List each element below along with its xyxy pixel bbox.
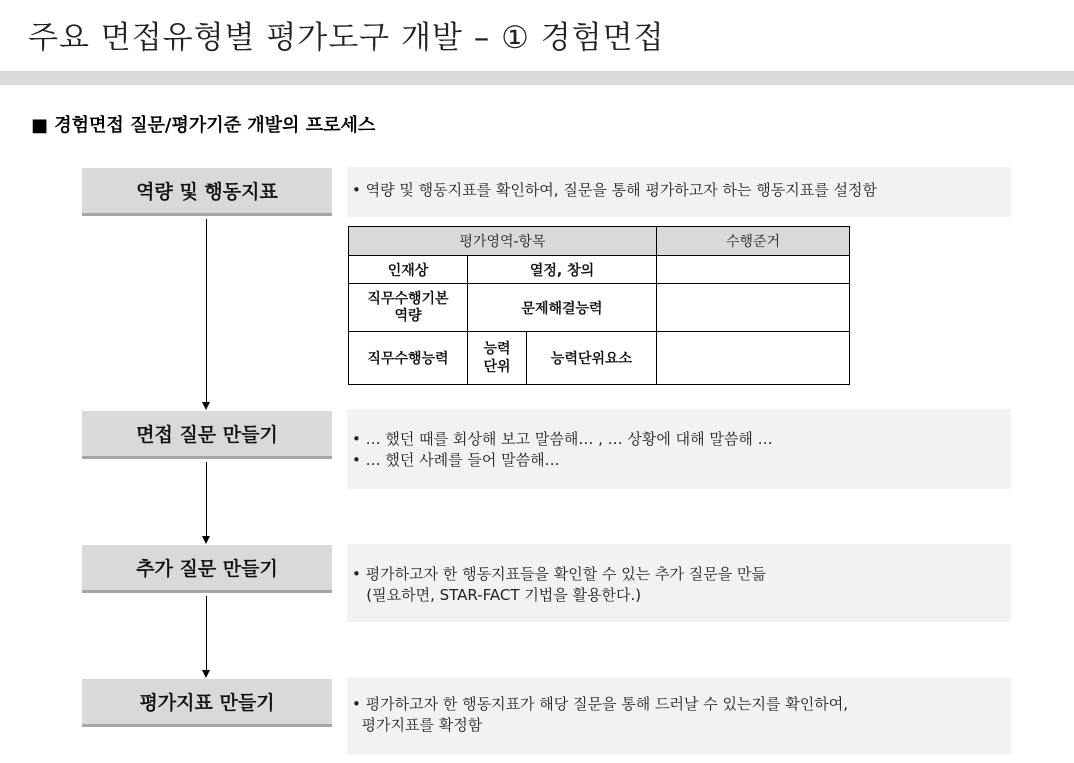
description-line: (필요하면, STAR-FACT 기법을 활용한다.) (352, 586, 642, 604)
flow-arrow-head-3 (202, 670, 210, 678)
description-line: • 평가하고자 한 행동지표가 해당 질문을 통해 드러날 수 있는지를 확인하여, (352, 695, 848, 713)
table-cell-item: 능력단위요소 (527, 332, 657, 385)
table-cell-criteria (657, 256, 850, 284)
description-line: • … 했던 때를 회상해 보고 말씀해… , … 상황에 대해 말씀해 … (352, 430, 773, 448)
table-header-cell: 평가영역-항목 (349, 227, 657, 256)
table-cell-area: 직무수행기본 역량 (349, 284, 468, 332)
step-description-competency (347, 167, 1011, 217)
flow-arrow-head-2 (202, 536, 210, 544)
description-line: 평가지표를 확정함 (352, 716, 483, 734)
description-line: • 역량 및 행동지표를 확인하여, 질문을 통해 평가하고자 하는 행동지표를 설정함 (352, 181, 877, 199)
step-description-followup-question (347, 544, 1011, 622)
table-cell-item: 문제해결능력 (468, 284, 657, 332)
flow-arrow-line-2 (206, 462, 207, 537)
step-box-evaluation-index: 평가지표 만들기 (82, 679, 332, 727)
step-box-followup-question: 추가 질문 만들기 (82, 545, 332, 593)
table-header-cell: 수행준거 (657, 227, 850, 256)
table-cell-area: 직무수행능력 (349, 332, 468, 385)
evaluation-criteria-table (348, 226, 850, 385)
section-subtitle: ■ 경험면접 질문/평가기준 개발의 프로세스 (31, 115, 376, 136)
step-box-competency: 역량 및 행동지표 (82, 168, 332, 216)
table-row (349, 284, 850, 332)
table-row (349, 256, 850, 284)
page-title: 주요 면접유형별 평가도구 개발 – ① 경험면접 (28, 20, 665, 56)
table-cell-area: 인재상 (349, 256, 468, 284)
table-cell-unit: 능력 단위 (468, 332, 527, 385)
step-box-interview-question: 면접 질문 만들기 (82, 411, 332, 459)
flow-arrow-head-1 (202, 402, 210, 410)
table-cell-criteria (657, 284, 850, 332)
table-cell-criteria (657, 332, 850, 385)
description-line: • … 했던 사례를 들어 말씀해… (352, 451, 560, 469)
step-description-evaluation-index (347, 677, 1011, 755)
description-line: • 평가하고자 한 행동지표들을 확인할 수 있는 추가 질문을 만듦 (352, 565, 767, 583)
table-header-row (349, 227, 850, 256)
table-row (349, 332, 850, 385)
table-cell-item: 열정, 창의 (468, 256, 657, 284)
flow-arrow-line-3 (206, 596, 207, 671)
title-divider-bar (0, 71, 1074, 85)
flow-arrow-line-1 (206, 219, 207, 403)
step-description-interview-question (347, 409, 1011, 489)
